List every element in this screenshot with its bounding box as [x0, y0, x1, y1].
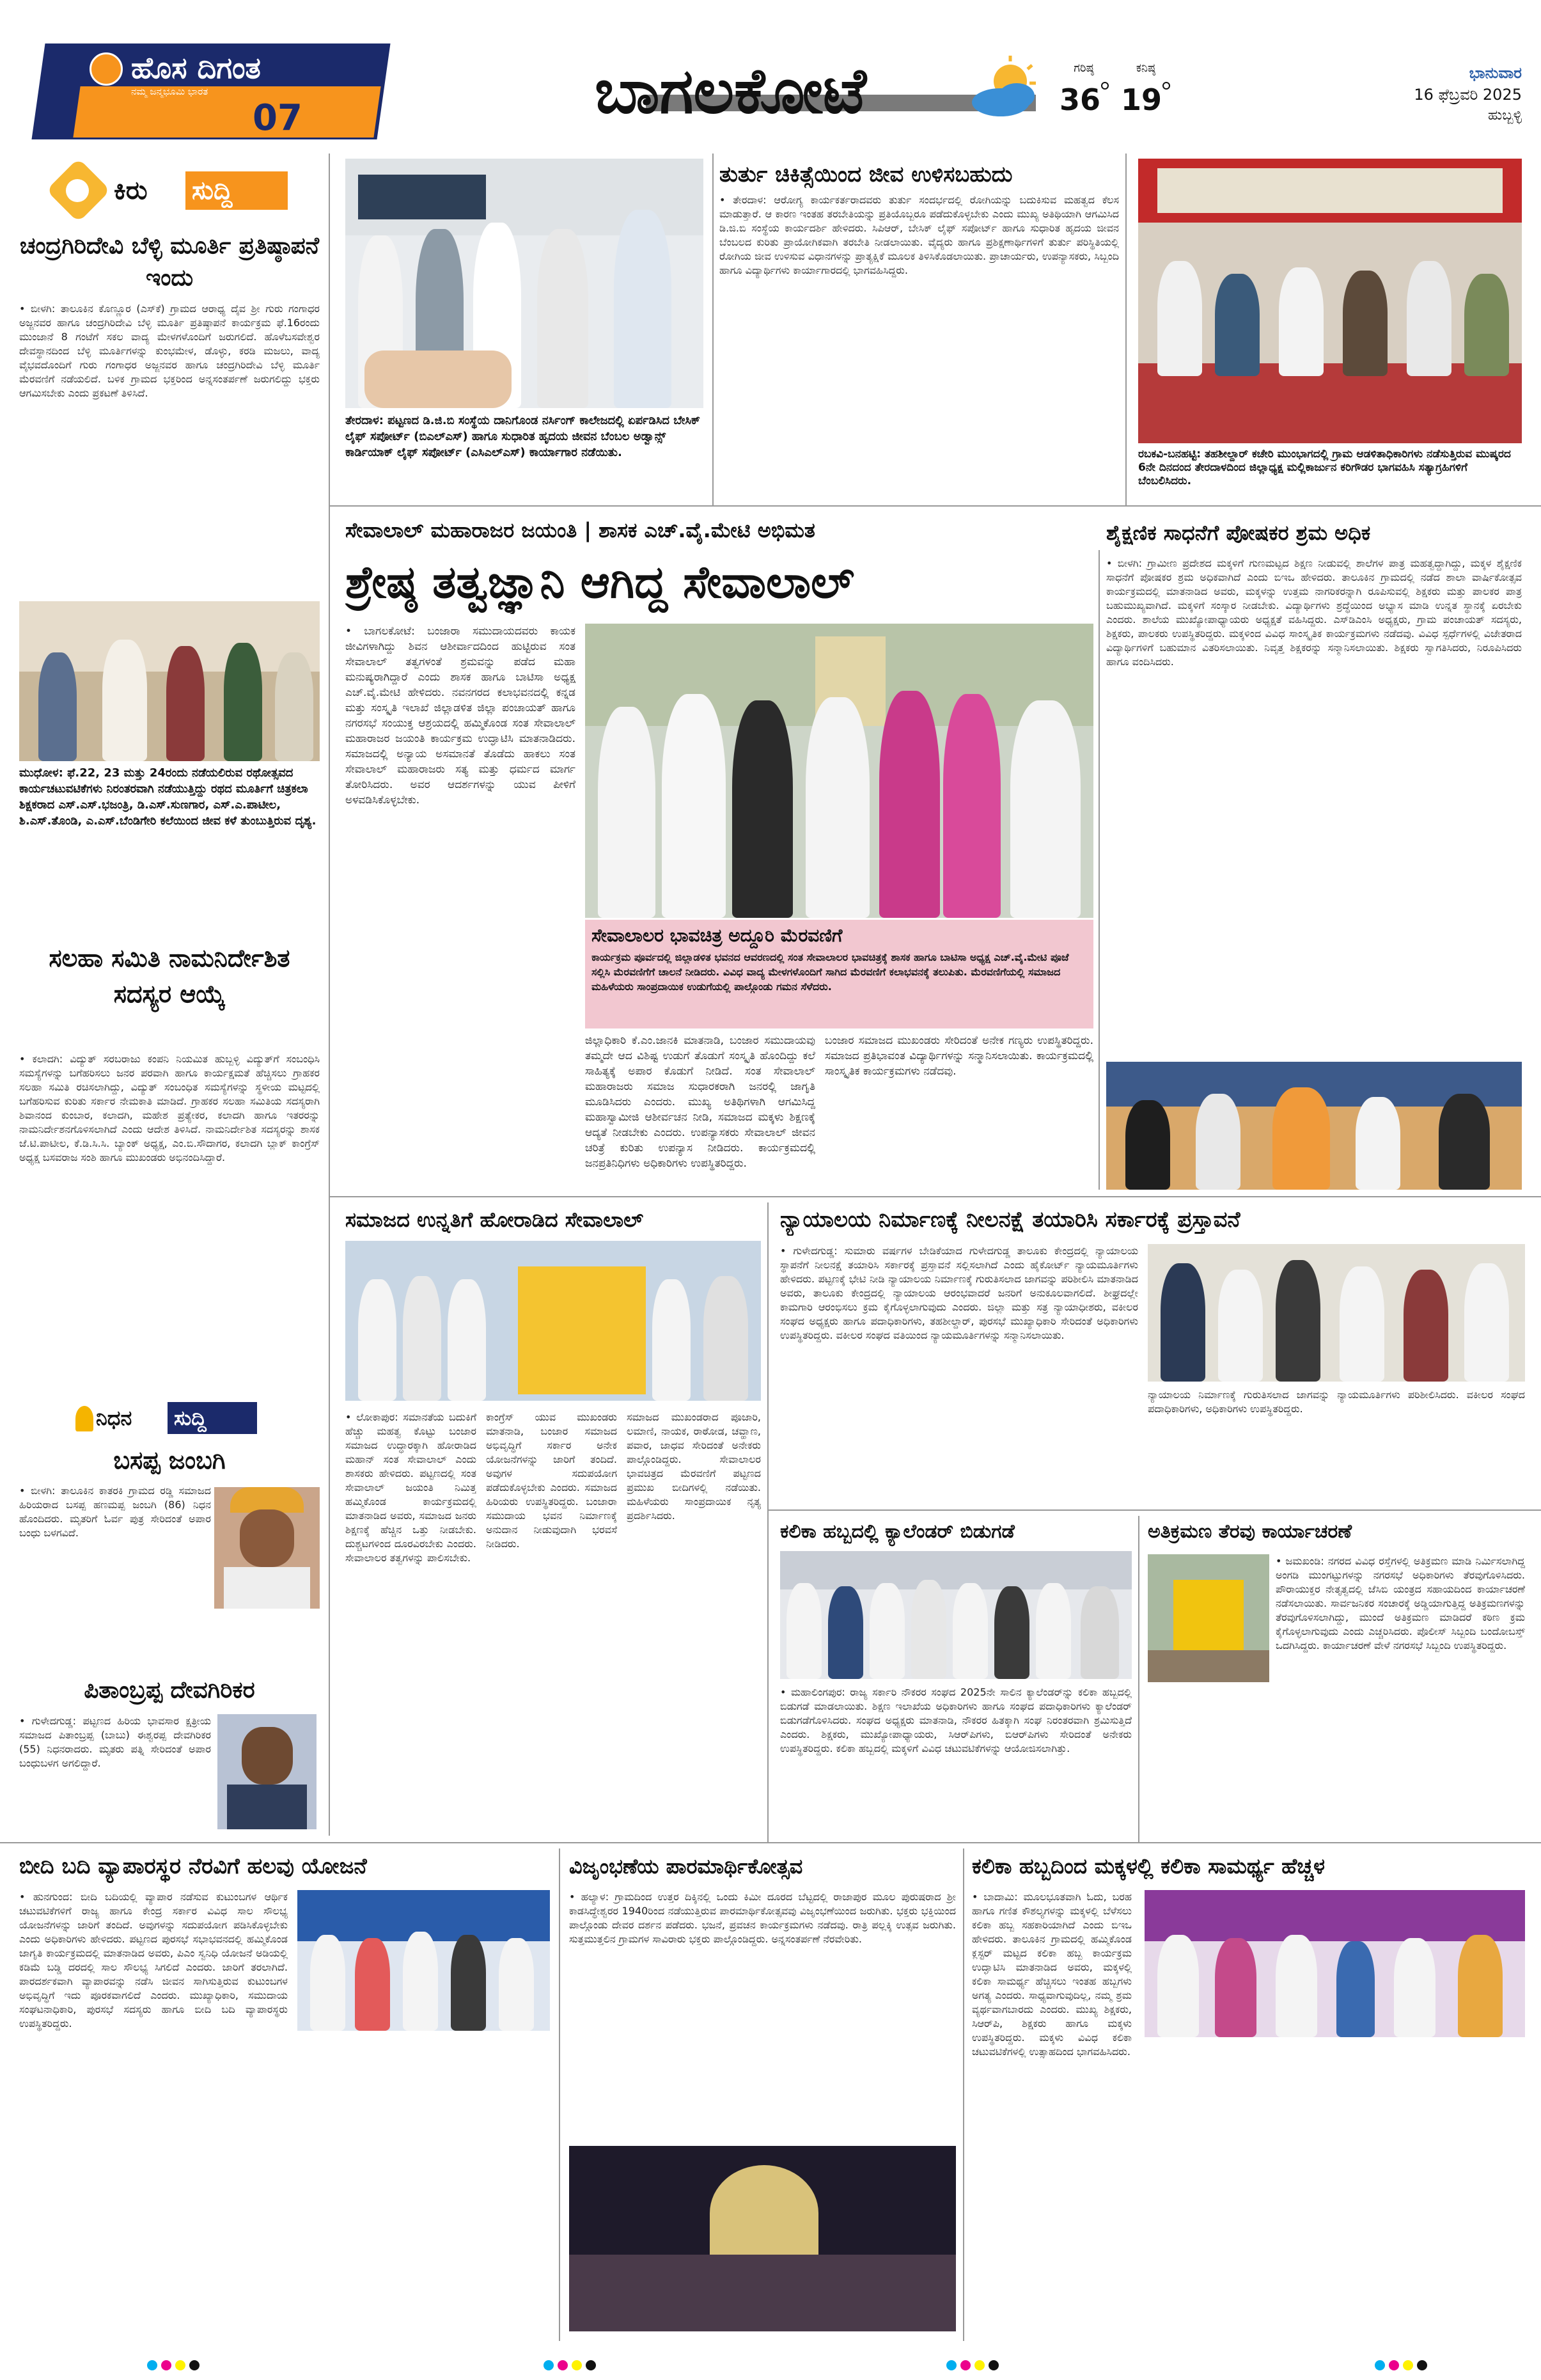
- day-label: ಭಾನುವಾರ: [1469, 64, 1522, 82]
- lead-photo: [585, 624, 1093, 918]
- lead-body-col3: ಬಂಜಾರ ಸಮಾಜದ ಮುಖಂಡರು ಸೇರಿದಂತೆ ಅನೇಕ ಗಣ್ಯರು ಉಪಸ್ಥಿತರಿದ್ದರು. ಸಮಾಜದ ಪ್ರತಿಭಾವಂತ ವಿದ್ಯಾರ್ಥಿಗಳನ್ನು ಸನ್ಮಾನಿಸಲಾಯಿತು. ಕಾರ್ಯಕ್ರಮದಲ್ಲಿ ಸಾಂಸ್ಕೃತಿಕ ಕಾರ್ಯಕ್ರಮಗಳು ನಡೆದವು.: [825, 1034, 1093, 1078]
- nidhana-suddi-label: ಸುದ್ದಿ: [168, 1402, 257, 1434]
- photo-caption-body: ಕಾರ್ಯಕ್ರಮ ಪೂರ್ವದಲ್ಲಿ ಜಿಲ್ಲಾಡಳಿತ ಭವನದ ಆವರಣದಲ್ಲಿ ಸಂತ ಸೇವಾಲಾಲರ ಭಾವಚಿತ್ರಕ್ಕೆ ಶಾಸಕ ಹಾಗೂ ಬಾಟಿಸಾ ಅಧ್ಯಕ್ಷ ಎಚ್.ವೈ.ಮೇಟಿ ಪೂಜೆ ಸಲ್ಲಿಸಿ ಮೆರವಣಿಗೆಗೆ ಚಾಲನೆ ನೀಡಿದರು. ವಿವಿಧ ವಾದ್ಯ ಮೇಳಗಳೊಂದಿಗೆ ಸಾಗಿದ ಮೆರವಣಿಗೆ ಕಲಾಭವನಕ್ಕೆ ತಲುಪಿತು. ಮೆರವಣಿಗೆಯಲ್ಲಿ ಸಮಾಜದ ಮಹಿಳೆಯರು ಸಾಂಪ್ರದಾಯಿಕ ಉಡುಗೆಯಲ್ಲಿ ಪಾಲ್ಗೊಂಡು ಗಮನ ಸೆಳೆದರು.: [591, 951, 1069, 993]
- story-headline: ವಿಜೃಂಭಣೆಯ ಪಾರಮಾರ್ಥಿಕೋತ್ಸವ: [569, 1854, 803, 1879]
- registration-marks: [147, 2360, 199, 2370]
- column-divider: [559, 1848, 560, 2341]
- news-photo: [297, 1890, 550, 2031]
- news-photo: [1148, 1244, 1525, 1382]
- obituary-photo: [217, 1714, 317, 1829]
- date-label: 16 ಫೆಬ್ರವರಿ 2025: [1414, 86, 1522, 104]
- story-body: • ಗುಳೇದಗುಡ್ಡ: ಸುಮಾರು ವರ್ಷಗಳ ಬೇಡಿಕೆಯಾದ ಗುಳೇದಗುಡ್ಡ ತಾಲೂಕು ಕೇಂದ್ರದಲ್ಲಿ ನ್ಯಾಯಾಲಯ ಸ್ಥಾಪನೆಗೆ ನೀಲನಕ್ಷೆ ತಯಾರಿಸಿ ಸರ್ಕಾರಕ್ಕೆ ಪ್ರಸ್ತಾವನೆ ಸಲ್ಲಿಸಲಾಗಿದೆ ಎಂದು ಹೈಕೋರ್ಟ್ ನ್ಯಾಯಮೂರ್ತಿಗಳು ಹೇಳಿದರು. ಪಟ್ಟಣಕ್ಕೆ ಭೇಟಿ ನೀಡಿ ನ್ಯಾಯಾಲಯ ನಿರ್ಮಾಣಕ್ಕೆ ಗುರುತಿಸಲಾದ ಜಾಗವನ್ನು ಪರಿಶೀಲಿಸಿ ಮಾತನಾಡಿದ ಅವರು, ತಾಲೂಕು ಕೇಂದ್ರದಲ್ಲಿ ನ್ಯಾಯಾಲಯ ಆರಂಭವಾದರೆ ಜನರಿಗೆ ಅನುಕೂಲವಾಗಲಿದೆ. ಶೀಘ್ರದಲ್ಲೇ ಕಾಮಗಾರಿ ಆರಂಭಿಸಲು ಕ್ರಮ ಕೈಗೊಳ್ಳಲಾಗುವುದು ಎಂದರು. ಜಿಲ್ಲಾ ಮತ್ತು ಸತ್ರ ನ್ಯಾಯಾಧೀಶರು, ವಕೀಲರ ಸಂಘದ ಅಧ್ಯಕ್ಷರು ಹಾಗೂ ಪದಾಧಿಕಾರಿಗಳು, ತಹಶೀಲ್ದಾರ್, ಪುರಸಭೆ ಮುಖ್ಯಾಧಿಕಾರಿ ಸೇರಿದಂತೆ ಅಧಿಕಾರಿಗಳು ಉಪಸ್ಥಿತರಿದ್ದರು. ವಕೀಲರ ಸಂಘದ ವತಿಯಿಂದ ನ್ಯಾಯಮೂರ್ತಿಗಳನ್ನು ಸನ್ಮಾನಿಸಲಾಯಿತು.: [780, 1245, 1138, 1341]
- edition-name: ಬಾಗಲಕೋಟೆ: [595, 55, 866, 128]
- registration-marks: [946, 2360, 999, 2370]
- news-photo: [1145, 1890, 1525, 2037]
- obituary-body: • ಬೀಳಗಿ: ತಾಲೂಕಿನ ಕಾತರಕಿ ಗ್ರಾಮದ ರಡ್ಡಿ ಸಮಾಜದ ಹಿರಿಯರಾದ ಬಸಪ್ಪ ಹಣಮಪ್ಪ ಜಂಬಗಿ (86) ನಿಧನ ಹೊಂದಿದರು. ಮೃತರಿಗೆ ಓರ್ವ ಪುತ್ರ ಸೇರಿದಂತೆ ಅಪಾರ ಬಂಧು ಬಳಗವಿದೆ.: [19, 1485, 211, 1539]
- column-divider: [963, 1848, 964, 2341]
- photo-caption-title: ಸೇವಾಲಾಲರ ಭಾವಚಿತ್ರ ಅದ್ದೂರಿ ಮೆರವಣಿಗೆ: [591, 925, 843, 946]
- story-body: • ಜಮಖಂಡಿ: ನಗರದ ವಿವಿಧ ರಸ್ತೆಗಳಲ್ಲಿ ಅತಿಕ್ರಮಣ ಮಾಡಿ ನಿರ್ಮಿಸಲಾಗಿದ್ದ ಅಂಗಡಿ ಮುಂಗಟ್ಟುಗಳನ್ನು ನಗರಸಭೆ ಅಧಿಕಾರಿಗಳು ತೆರವುಗೊಳಿಸಿದರು. ಪೌರಾಯುಕ್ತರ ನೇತೃತ್ವದಲ್ಲಿ ಜೆಸಿಬಿ ಯಂತ್ರದ ಸಹಾಯದಿಂದ ಕಾರ್ಯಾಚರಣೆ ನಡೆಸಲಾಯಿತು. ಸಾರ್ವಜನಿಕರ ಸಂಚಾರಕ್ಕೆ ಅಡ್ಡಿಯಾಗುತ್ತಿದ್ದ ಅತಿಕ್ರಮಣಗಳನ್ನು ತೆರವುಗೊಳಿಸಲಾಗಿದ್ದು, ಮುಂದೆ ಅತಿಕ್ರಮಣ ಮಾಡಿದರೆ ಕಠಿಣ ಕ್ರಮ ಕೈಗೊಳ್ಳಲಾಗುವುದು ಎಂದು ಎಚ್ಚರಿಸಿದರು. ಪೊಲೀಸ್ ಸಿಬ್ಬಂದಿ ಬಂದೋಬಸ್ತ್ ಒದಗಿಸಿದ್ದರು. ಕಾರ್ಯಾಚರಣೆ ವೇಳೆ ನಗರಸಭೆ ಸಿಬ್ಬಂದಿ ಉಪಸ್ಥಿತರಿದ್ದರು.: [1276, 1555, 1525, 1651]
- story-photo: [19, 601, 320, 761]
- news-photo: [1106, 1062, 1522, 1190]
- kiru-label: ಕಿರು: [114, 176, 148, 205]
- story-body: • ಕಲಾದಗಿ: ವಿದ್ಯುತ್ ಸರಬರಾಜು ಕಂಪನಿ ನಿಯಮಿತ ಹುಬ್ಬಳ್ಳಿ ವಿದ್ಯುತ್‌ಗೆ ಸಂಬಂಧಿಸಿ ಸಮಸ್ಯೆಗಳನ್ನು ಬಗೆಹರಿಸಲು ಜನರ ಪರವಾಗಿ ಹಾಗೂ ಕಾರ್ಯಕ್ಷಮತೆ ಹೆಚ್ಚಿಸಲು ಗ್ರಾಹಕರ ಸಲಹಾ ಸಮಿತಿ ರಚಿಸಲಾಗಿದ್ದು, ವಿದ್ಯುತ್ ಸಂಬಂಧಿತ ಸಮಸ್ಯೆಗಳನ್ನು ಸ್ಥಳೀಯ ಮಟ್ಟದಲ್ಲಿ ಬಗೆಹರಿಸುವ ಕುರಿತು ಸರ್ಕಾರ ನೇಮಕಾತಿ ಮಾಡಿದೆ. ಗ್ರಾಹಕರ ಸಲಹಾ ಸಮಿತಿಯ ಸದಸ್ಯರಾಗಿ ಶಿವಾನಂದ ಕುಂಬಾರ, ಕಲಾದಗಿ, ಮಹೇಶ ಪ್ರತ್ಯೇಕರ, ಕಲಾದಗಿ ಹಾಗೂ ಇತರರನ್ನು ನಾಮನಿರ್ದೇಶನಗೊಳಿಸಲಾಗಿದೆ ಎಂದು ಆದೇಶ ತಿಳಿಸಿದೆ. ನಾಮನಿರ್ದೇಶಿತ ಸದಸ್ಯರನ್ನು ಶಾಸಕ ಜೆ.ಟಿ.ಪಾಟೀಲ, ಕೆ.ಡಿ.ಸಿ.ಸಿ. ಬ್ಯಾಂಕ್ ಅಧ್ಯಕ್ಷ, ಎಂ.ಬಿ.ಸೌದಾಗರ, ಕಲಾದಗಿ ಬ್ಲಾಕ್ ಕಾಂಗ್ರೆಸ್ ಅಧ್ಯಕ್ಷ ಬಸವರಾಜ ಸಂಶಿ ಹಾಗೂ ಮುಖಂಡರು ಅಭಿನಂದಿಸಿದ್ದಾರೆ.: [19, 1053, 320, 1163]
- column-divider: [329, 154, 330, 1836]
- section-divider: [767, 1509, 1541, 1511]
- photo-caption: ನ್ಯಾಯಾಲಯ ನಿರ್ಮಾಣಕ್ಕೆ ಗುರುತಿಸಲಾದ ಜಾಗವನ್ನು ನ್ಯಾಯಮೂರ್ತಿಗಳು ಪರಿಶೀಲಿಸಿದರು. ವಕೀಲರ ಸಂಘದ ಪದಾಧಿಕಾರಿಗಳು, ಅಧಿಕಾರಿಗಳು ಉಪಸ್ಥಿತರಿದ್ದರು.: [1148, 1389, 1525, 1415]
- story-headline: ಅತಿಕ್ರಮಣ ತೆರವು ಕಾರ್ಯಾಚರಣೆ: [1148, 1520, 1352, 1543]
- photo-caption: ತೇರದಾಳ: ಪಟ್ಟಣದ ಡಿ.ಜಿ.ಬಿ ಸಂಸ್ಥೆಯ ದಾನಿಗೊಂಡ ನರ್ಸಿಂಗ್ ಕಾಲೇಜದಲ್ಲಿ ಏರ್ಪಡಿಸಿದ ಬೇಸಿಕ್ ಲೈಫ್ ಸಪೋರ್ಟ್ (ಬಿಎಲ್‌ಎಸ್) ಹಾಗೂ ಸುಧಾರಿತ ಹೃದಯ ಜೀವನ ಬೆಂಬಲ ಅಡ್ವಾನ್ಸ್ ಕಾರ್ಡಿಯಾಕ್ ಲೈಫ್ ಸಪೋರ್ಟ್ (ಎಸಿಎಲ್‌ಎಸ್) ಕಾರ್ಯಾಗಾರ ನಡೆಯಿತು.: [345, 414, 700, 459]
- story-body: • ಲೋಕಾಪುರ: ಸಮಾನತೆಯ ಬದುಕಿಗೆ ಹೆಚ್ಚು ಮಹತ್ವ ಕೊಟ್ಟು ಬಂಜಾರ ಸಮಾಜದ ಉದ್ಧಾರಕ್ಕಾಗಿ ಹೋರಾಡಿದ ಮಹಾನ್ ಸಂತ ಸೇವಾಲಾಲ್ ಎಂದು ಶಾಸಕರು ಹೇಳಿದರು. ಪಟ್ಟಣದಲ್ಲಿ ಸಂತ ಸೇವಾಲಾಲ್ ಜಯಂತಿ ನಿಮಿತ್ತ ಹಮ್ಮಿಕೊಂಡ ಕಾರ್ಯಕ್ರಮದಲ್ಲಿ ಮಾತನಾಡಿದ ಅವರು, ಸಮಾಜದ ಜನರು ಶಿಕ್ಷಣಕ್ಕೆ ಹೆಚ್ಚಿನ ಒತ್ತು ನೀಡಬೇಕು. ದುಶ್ಚಟಗಳಿಂದ ದೂರವಿರಬೇಕು ಎಂದರು. ಸೇವಾಲಾಲರ ತತ್ವಗಳನ್ನು ಪಾಲಿಸಬೇಕು.: [345, 1411, 476, 1564]
- logo-text: ಹೊಸ ದಿಗಂತ: [131, 51, 261, 85]
- column-divider: [767, 1202, 769, 1842]
- obituary-name: ಪಿತಾಂಬ್ರಪ್ಪ ದೇವಗಿರಿಕರ: [84, 1677, 255, 1703]
- hand-icon: [66, 179, 89, 202]
- story-headline: ಕಲಿಕಾ ಹಬ್ಬದಲ್ಲಿ ಕ್ಯಾಲೆಂಡರ್ ಬಿಡುಗಡೆ: [780, 1520, 1015, 1543]
- story-body: ಸಮಾಜದ ಮುಖಂಡರಾದ ಪೂಜಾರಿ, ಲಮಾಣಿ, ನಾಯಕ, ರಾಠೋಡ, ಚವ್ಹಾಣ, ಪವಾರ, ಜಾಧವ ಸೇರಿದಂತೆ ಅನೇಕರು ಪಾಲ್ಗೊಂಡಿದ್ದರು. ಸೇವಾಲಾಲರ ಭಾವಚಿತ್ರದ ಮೆರವಣಿಗೆ ಪಟ್ಟಣದ ಪ್ರಮುಖ ಬೀದಿಗಳಲ್ಲಿ ನಡೆಯಿತು. ಮಹಿಳೆಯರು ಸಾಂಪ್ರದಾಯಿಕ ನೃತ್ಯ ಪ್ರದರ್ಶಿಸಿದರು.: [627, 1411, 761, 1522]
- photo-caption: ರಬಕವಿ-ಬನಹಟ್ಟಿ: ತಹಶೀಲ್ದಾರ್ ಕಚೇರಿ ಮುಂಭಾಗದಲ್ಲಿ ಗ್ರಾಮ ಆಡಳಿತಾಧಿಕಾರಿಗಳು ನಡೆಸುತ್ತಿರುವ ಮುಷ್ಕರದ 6ನೇ ದಿನದಂದ ತೇರದಾಳದಿಂದ ಜಿಲ್ಲಾಧ್ಯಕ್ಷ ಮಲ್ಲಿಕಾರ್ಜುನ ಕರಿಗೌಡರ ಭಾಗವಹಿಸಿ ಸತ್ಯಾಗ್ರಹಿಗಳಿಗೆ ಬೆಂಬಲಿಸಿದರು.: [1138, 448, 1511, 487]
- lead-body-col1: • ಬಾಗಲಕೋಟೆ: ಬಂಜಾರಾ ಸಮುದಾಯದವರು ಕಾಯಕ ಜೀವಿಗಳಾಗಿದ್ದು ಶಿವನ ಆಶೀರ್ವಾದದಿಂದ ಹುಟ್ಟಿರುವ ಸಂತ ಸೇವಾಲಾಲ್ ತತ್ವಗಳಂತೆ ಶ್ರಮವನ್ನು ಪಡೆದ ಮಹಾ ಮನುಷ್ಯರಾಗಿದ್ದಾರೆ ಎಂದು ಶಾಸಕ ಹಾಗೂ ಬಾಟಿಸಾ ಅಧ್ಯಕ್ಷ ಎಚ್.ವೈ.ಮೇಟಿ ಹೇಳಿದರು. ನವನಗರದ ಕಲಾಭವನದಲ್ಲಿ ಕನ್ನಡ ಮತ್ತು ಸಂಸ್ಕೃತಿ ಇಲಾಖೆ ಜಿಲ್ಲಾಡಳಿತ ಜಿಲ್ಲಾ ಪಂಚಾಯತ್ ಹಾಗೂ ನಗರಸಭೆ ಸಂಯುಕ್ತ ಆಶ್ರಯದಲ್ಲಿ ಹಮ್ಮಿಕೊಂಡ ಸಂತ ಸೇವಾಲಾಲ್ ಮಹಾರಾಜರ ಜಯಂತಿ ಕಾರ್ಯಕ್ರಮ ಉದ್ಘಾಟಿಸಿ ಮಾತನಾಡಿದರು. ಸಮಾಜದಲ್ಲಿ ಅನ್ಯಾಯ ಅಸಮಾನತೆ ತೊಡೆದು ಹಾಕಲು ಸಂತ ಸೇವಾಲಾಲ್ ಮಹಾರಾಜರು ಸತ್ಯ ಮತ್ತು ಧರ್ಮದ ಮಾರ್ಗ ತೋರಿಸಿದರು. ಅವರ ಆದರ್ಶಗಳನ್ನು ಯುವ ಪೀಳಿಗೆ ಅಳವಡಿಸಿಕೊಳ್ಳಬೇಕು.: [345, 625, 575, 807]
- masthead: [0, 0, 1541, 154]
- min-temp: 19: [1120, 83, 1162, 117]
- min-temp-degree: [1162, 82, 1170, 90]
- lead-headline: ಶ್ರೇಷ್ಠ ತತ್ವಜ್ಞಾನಿ ಆಗಿದ್ದ ಸೇವಾಲಾಲ್: [345, 556, 855, 608]
- news-photo: [345, 159, 703, 408]
- section-divider: [329, 1196, 1541, 1197]
- story-body: • ಹಲ್ಯಾಳ: ಗ್ರಾಮದಿಂದ ಉತ್ತರ ದಿಕ್ಕಿನಲ್ಲಿ ಒಂದು ಕಿಮೀ ದೂರದ ಬೆಟ್ಟದಲ್ಲಿ ರಾಜಾಪುರ ಮೂಲ ಪುರುಷರಾದ ಶ್ರೀ ಕಾಡಸಿದ್ಧೇಶ್ವರರ 1940ರಿಂದ ನಡೆಯುತ್ತಿರುವ ಪಾರಮಾರ್ಥಿಕೋತ್ಸವವು ವಿಜೃಂಭಣೆಯಿಂದ ಜರುಗಿತು. ಭಕ್ತರು ಭಕ್ತಿಯಿಂದ ಪಾಲ್ಗೊಂಡು ದೇವರ ದರ್ಶನ ಪಡೆದರು. ಭಜನೆ, ಪ್ರವಚನ ಕಾರ್ಯಕ್ರಮಗಳು ನಡೆದವು. ರಾತ್ರಿ ಪಲ್ಲಕ್ಕಿ ಉತ್ಸವ ಜರುಗಿತು. ಸುತ್ತಮುತ್ತಲಿನ ಗ್ರಾಮಗಳ ಸಾವಿರಾರು ಭಕ್ತರು ಪಾಲ್ಗೊಂಡಿದ್ದರು. ಅನ್ನಸಂತರ್ಪಣೆ ನೆರವೇರಿತು.: [569, 1891, 956, 1945]
- story-body: • ಬೀಳಗಿ: ಗ್ರಾಮೀಣ ಪ್ರದೇಶದ ಮಕ್ಕಳಿಗೆ ಗುಣಮಟ್ಟದ ಶಿಕ್ಷಣ ನೀಡುವಲ್ಲಿ ಶಾಲೆಗಳ ಪಾತ್ರ ಮಹತ್ವದ್ದಾಗಿದ್ದು, ಮಕ್ಕಳ ಶೈಕ್ಷಣಿಕ ಸಾಧನೆಗೆ ಪೋಷಕರ ಶ್ರಮ ಅಧಿಕವಾಗಿದೆ ಎಂದು ಬಿಇಒ ಹೇಳಿದರು. ತಾಲೂಕಿನ ಗ್ರಾಮದಲ್ಲಿ ನಡೆದ ಶಾಲಾ ವಾರ್ಷಿಕೋತ್ಸವ ಕಾರ್ಯಕ್ರಮದಲ್ಲಿ ಮಾತನಾಡಿದ ಅವರು, ಮಕ್ಕಳನ್ನು ಉತ್ತಮ ನಾಗರಿಕರನ್ನಾಗಿ ರೂಪಿಸುವಲ್ಲಿ ಶಿಕ್ಷಕರು ಮತ್ತು ಪಾಲಕರ ಪಾತ್ರ ಬಹುಮುಖ್ಯವಾಗಿದೆ. ಮಕ್ಕಳಿಗೆ ಸಂಸ್ಕಾರ ನೀಡಬೇಕು. ವಿದ್ಯಾರ್ಥಿಗಳು ಶ್ರದ್ಧೆಯಿಂದ ಅಭ್ಯಾಸ ಮಾಡಿ ಉನ್ನತ ಸ್ಥಾನಕ್ಕೆ ಏರಬೇಕು ಎಂದರು. ಶಾಲೆಯ ಮುಖ್ಯೋಪಾಧ್ಯಾಯರು ಅಧ್ಯಕ್ಷತೆ ವಹಿಸಿದ್ದರು. ಎಸ್‌ಡಿಎಂಸಿ ಅಧ್ಯಕ್ಷರು, ಗ್ರಾಮ ಪಂಚಾಯತ್ ಸದಸ್ಯರು, ಶಿಕ್ಷಕರು, ಪಾಲಕರು ಉಪಸ್ಥಿತರಿದ್ದರು. ಮಕ್ಕಳಿಂದ ವಿವಿಧ ಸಾಂಸ್ಕೃತಿಕ ಕಾರ್ಯಕ್ರಮಗಳು ನಡೆದವು. ವಿವಿಧ ಸ್ಪರ್ಧೆಗಳಲ್ಲಿ ವಿಜೇತರಾದ ವಿದ್ಯಾರ್ಥಿಗಳಿಗೆ ಬಹುಮಾನ ವಿತರಿಸಲಾಯಿತು. ನಿವೃತ್ತ ಶಿಕ್ಷಕರನ್ನು ಸನ್ಮಾನಿಸಲಾಯಿತು. ಶಿಕ್ಷಕರು ಸ್ವಾಗತಿಸಿದರು, ನಿರೂಪಿಸಿದರು ಹಾಗೂ ವಂದಿಸಿದರು.: [1106, 557, 1522, 668]
- photo-caption: ಮುಧೋಳ: ಫೆ.22, 23 ಮತ್ತು 24ರಂದು ನಡೆಯಲಿರುವ ರಥೋತ್ಸವದ ಕಾರ್ಯಚಟುವಟಿಕೆಗಳು ನಿರಂತರವಾಗಿ ನಡೆಯುತ್ತಿದ್ದು ರಥದ ಮೂರ್ತಿಗೆ ಚಿತ್ರಕಲಾ ಶಿಕ್ಷಕರಾದ ಎಸ್.ಎಸ್.ಭಜಂತ್ರಿ, ಡಿ.ಎಸ್.ಸುಣಗಾರ, ಎಸ್.ಎ.ಪಾಟೀಲ, ಶಿ.ಎಸ್.ತೊಂಡಿ, ಎ.ಎಸ್.ಬೆಂಡಿಗೇರಿ ಕಲೆಯಿಂದ ಜೀವ ಕಳೆ ತುಂಬುತ್ತಿರುವ ದೃಶ್ಯ.: [19, 766, 317, 828]
- story-headline: ಶೈಕ್ಷಣಿಕ ಸಾಧನೆಗೆ ಪೋಷಕರ ಶ್ರಮ ಅಧಿಕ: [1106, 521, 1371, 545]
- lamp-icon: [75, 1406, 93, 1431]
- news-photo: [1138, 159, 1522, 443]
- news-photo: [569, 2146, 956, 2331]
- story-body: • ಬೀಳಗಿ: ತಾಲೂಕಿನ ಕೊಣ್ಣೂರ (ಎಸ್‌ಕೆ) ಗ್ರಾಮದ ಆರಾಧ್ಯ ದೈವ ಶ್ರೀ ಗುರು ಗಂಗಾಧರ ಅಜ್ಜನವರ ಹಾಗೂ ಚಂದ್ರಗಿರಿದೇವಿ ಬೆಳ್ಳಿ ಮೂರ್ತಿ ಪ್ರತಿಷ್ಠಾಪನೆ ಕಾರ್ಯಕ್ರಮ ಫೆ.16ರಂದು ಮುಂಜಾನೆ 8 ಗಂಟೆಗೆ ಸಕಲ ವಾದ್ಯ ಮೇಳಗಳೊಂದಿಗೆ ಜರುಗಲಿದೆ. ಹೊಳೆಬಸವೇಶ್ವರ ದೇವಸ್ಥಾನದಿಂದ ಬೆಳ್ಳಿ ಮೂರ್ತಿಗಳನ್ನು ಕುಂಭಮೇಳ, ಡೊಳ್ಳು, ಕರಡಿ ಮಜಲು, ವಾದ್ಯ ವೈಭವದೊಂದಿಗೆ ಗುರು ಗಂಗಾಧರ ಅಜ್ಜನವರ ಹಾಗೂ ಚಂದ್ರಗಿರಿದೇವಿ ಬೆಳ್ಳಿ ಮೂರ್ತಿ ಮೆರವಣಿಗೆ ನಡೆಯಲಿದೆ. ಬಳಿಕ ಗ್ರಾಮದ ಭಕ್ತರಿಂದ ಅನ್ನಸಂತರ್ಪಣೆ ಜರುಗಲಿದ್ದು ಭಕ್ತರು ಆಗಮಿಸಬೇಕು ಎಂದು ಪ್ರಕಟಣೆ ತಿಳಿಸಿದೆ.: [19, 303, 320, 399]
- max-temp-label: ಗರಿಷ್ಠ: [1074, 61, 1094, 75]
- column-divider: [1099, 550, 1100, 1190]
- story-headline: ಚಂದ್ರಗಿರಿದೇವಿ ಬೆಳ್ಳಿ ಮೂರ್ತಿ ಪ್ರತಿಷ್ಠಾಪನೆ ಇಂದು: [19, 233, 320, 291]
- column-divider: [1125, 154, 1127, 505]
- logo-emblem-icon: [90, 52, 123, 86]
- page-number: 07: [253, 97, 302, 139]
- suddi-label: ಸುದ್ದಿ: [185, 171, 288, 210]
- story-body: • ಬಾದಾಮಿ: ಮೂಲಭೂತವಾಗಿ ಓದು, ಬರಹ ಹಾಗೂ ಗಣಿತ ಕೌಶಲ್ಯಗಳನ್ನು ಮಕ್ಕಳಲ್ಲಿ ಬೆಳೆಸಲು ಕಲಿಕಾ ಹಬ್ಬ ಸಹಕಾರಿಯಾಗಿದೆ ಎಂದು ಬಿಇಒ ಹೇಳಿದರು. ತಾಲೂಕಿನ ಗ್ರಾಮದಲ್ಲಿ ಹಮ್ಮಿಕೊಂಡ ಕ್ಲಸ್ಟರ್ ಮಟ್ಟದ ಕಲಿಕಾ ಹಬ್ಬ ಕಾರ್ಯಕ್ರಮ ಉದ್ಘಾಟಿಸಿ ಮಾತನಾಡಿದ ಅವರು, ಮಕ್ಕಳಲ್ಲಿ ಕಲಿಕಾ ಸಾಮರ್ಥ್ಯ ಹೆಚ್ಚಿಸಲು ಇಂತಹ ಹಬ್ಬಗಳು ಅಗತ್ಯ ಎಂದರು. ಸಾಧ್ಯವಾಗುವುದಿಲ್ಲ, ನಮ್ಮ ಶ್ರಮ ವ್ಯರ್ಥವಾಗಬಾರದು ಎಂದರು. ಮುಖ್ಯ ಶಿಕ್ಷಕರು, ಸಿಆರ್‌ಪಿ, ಶಿಕ್ಷಕರು ಹಾಗೂ ಮಕ್ಕಳು ಉಪಸ್ಥಿತರಿದ್ದರು. ಮಕ್ಕಳು ವಿವಿಧ ಕಲಿಕಾ ಚಟುವಟಿಕೆಗಳಲ್ಲಿ ಉತ್ಸಾಹದಿಂದ ಭಾಗವಹಿಸಿದರು.: [972, 1891, 1132, 2058]
- section-divider: [0, 1842, 1541, 1843]
- story-headline: ಬೀದಿ ಬದಿ ವ್ಯಾಪಾರಸ್ಥರ ನೆರವಿಗೆ ಹಲವು ಯೋಜನೆ: [19, 1854, 367, 1879]
- story-body: • ತೇರದಾಳ: ಆರೋಗ್ಯ ಕಾರ್ಯಕರ್ತರಾದವರು ತುರ್ತು ಸಂದರ್ಭದಲ್ಲಿ ರೋಗಿಯನ್ನು ಬದುಕಿಸುವ ಮಹತ್ವದ ಕೆಲಸ ಮಾಡುತ್ತಾರೆ. ಆ ಕಾರಣ ಇಂತಹ ತರಬೇತಿಯನ್ನು ಪ್ರತಿಯೊಬ್ಬರೂ ಪಡೆದುಕೊಳ್ಳಬೇಕು ಎಂದು ಮುಖ್ಯ ಅತಿಥಿಯಾಗಿ ಆಗಮಿಸಿದ ಡಿ.ಜಿ.ಬಿ ಸಂಸ್ಥೆಯ ಕಾರ್ಯದರ್ಶಿ ಹೇಳಿದರು. ಸಿಪಿಆರ್, ಬೇಸಿಕ್ ಲೈಫ್ ಸಪೋರ್ಟ್ ಹಾಗೂ ಸುಧಾರಿತ ಹೃದಯ ಜೀವನ ಬೆಂಬಲದ ಕುರಿತು ಪ್ರಾಯೋಗಿಕವಾಗಿ ತರಬೇತಿ ನೀಡಲಾಯಿತು. ವೈದ್ಯರು ಹಾಗೂ ಪ್ರಶಿಕ್ಷಣಾರ್ಥಿಗಳಿಗೆ ತುರ್ತು ಪರಿಸ್ಥಿತಿಯಲ್ಲಿ ರೋಗಿಯ ಜೀವ ಉಳಿಸುವ ವಿಧಾನಗಳನ್ನು ಪ್ರಾತ್ಯಕ್ಷಿಕೆ ಮೂಲಕ ತಿಳಿಸಿಕೊಡಲಾಯಿತು. ಪ್ರಾಚಾರ್ಯರು, ಉಪನ್ಯಾಸಕರು, ಸಿಬ್ಬಂದಿ ಹಾಗೂ ವಿದ್ಯಾರ್ಥಿಗಳು ಕಾರ್ಯಾಗಾರದಲ್ಲಿ ಭಾಗವಹಿಸಿದ್ದರು.: [719, 194, 1119, 276]
- story-headline: ನ್ಯಾಯಾಲಯ ನಿರ್ಮಾಣಕ್ಕೆ ನೀಲನಕ್ಷೆ ತಯಾರಿಸಿ ಸರ್ಕಾರಕ್ಕೆ ಪ್ರಸ್ತಾವನೆ: [780, 1207, 1240, 1233]
- news-photo: [1148, 1554, 1269, 1682]
- story-headline: ಕಲಿಕಾ ಹಬ್ಬದಿಂದ ಮಕ್ಕಳಲ್ಲಿ ಕಲಿಕಾ ಸಾಮರ್ಥ್ಯ ಹೆಚ್ಚಳ: [972, 1854, 1326, 1879]
- logo-tagline: ನಮ್ಮ ಜನ್ಮಭೂಮಿ ಭಾರತ: [131, 86, 208, 97]
- story-body: ಕಾಂಗ್ರೆಸ್ ಯುವ ಮುಖಂಡರು ಮಾತನಾಡಿ, ಬಂಜಾರ ಸಮಾಜದ ಅಭಿವೃದ್ಧಿಗೆ ಸರ್ಕಾರ ಅನೇಕ ಯೋಜನೆಗಳನ್ನು ಜಾರಿಗೆ ತಂದಿದೆ. ಅವುಗಳ ಸದುಪಯೋಗ ಪಡೆದುಕೊಳ್ಳಬೇಕು ಎಂದರು. ಸಮಾಜದ ಹಿರಿಯರು ಉಪಸ್ಥಿತರಿದ್ದರು. ಬಂಜಾರಾ ಸಮುದಾಯ ಭವನ ನಿರ್ಮಾಣಕ್ಕೆ ಅನುದಾನ ನೀಡುವುದಾಗಿ ಭರವಸೆ ನೀಡಿದರು.: [486, 1411, 617, 1550]
- story-headline: ಸಲಹಾ ಸಮಿತಿ ನಾಮನಿರ್ದೇಶಿತ ಸದಸ್ಯರ ಆಯ್ಕೆ: [49, 944, 290, 1008]
- weather-sun-cloud-icon: [966, 52, 1049, 123]
- lead-body-col2: ಜಿಲ್ಲಾಧಿಕಾರಿ ಕೆ.ಎಂ.ಜಾನಕಿ ಮಾತನಾಡಿ, ಬಂಜಾರ ಸಮುದಾಯವು ತಮ್ಮದೇ ಆದ ವಿಶಿಷ್ಟ ಉಡುಗೆ ತೊಡುಗೆ ಸಂಸ್ಕೃತಿ ಹೊಂದಿದ್ದು ಕಲೆ ಸಾಹಿತ್ಯಕ್ಕೆ ಅಪಾರ ಕೊಡುಗೆ ನೀಡಿದೆ. ಸಂತ ಸೇವಾಲಾಲ್ ಮಹಾರಾಜರು ಸಮಾಜ ಸುಧಾರಕರಾಗಿ ಜನರಲ್ಲಿ ಜಾಗೃತಿ ಮೂಡಿಸಿದರು ಎಂದರು. ಮುಖ್ಯ ಅತಿಥಿಗಳಾಗಿ ಆಗಮಿಸಿದ್ದ ಮಹಾಸ್ವಾಮೀಜಿ ಆಶೀರ್ವಚನ ನೀಡಿ, ಸಮಾಜದ ಮಕ್ಕಳು ಶಿಕ್ಷಣಕ್ಕೆ ಆದ್ಯತೆ ನೀಡಬೇಕು ಎಂದರು. ಉಪನ್ಯಾಸಕರು ಸೇವಾಲಾಲ್ ಜೀವನ ಚರಿತ್ರೆ ಕುರಿತು ಉಪನ್ಯಾಸ ನೀಡಿದರು. ಕಾರ್ಯಕ್ರಮದಲ್ಲಿ ಜನಪ್ರತಿನಿಧಿಗಳು ಅಧಿಕಾರಿಗಳು ಉಪಸ್ಥಿತರಿದ್ದರು.: [585, 1034, 815, 1170]
- obituary-body: • ಗುಳೇದಗುಡ್ಡ: ಪಟ್ಟಣದ ಹಿರಿಯ ಭಾವಸಾರ ಕ್ಷತ್ರೀಯ ಸಮಾಜದ ಪಿತಾಂಬ್ರಪ್ಪ (ಬಾಬು) ಈಶ್ವರಪ್ಪ ದೇವಗಿರಿಕರ (55) ನಿಧನರಾದರು. ಮೃತರು ಪತ್ನಿ ಸೇರಿದಂತೆ ಅಪಾರ ಬಂಧುಬಳಗ ಅಗಲಿದ್ದಾರೆ.: [19, 1715, 211, 1769]
- story-body: • ಹುನಗುಂದ: ಬೀದಿ ಬದಿಯಲ್ಲಿ ವ್ಯಾಪಾರ ನಡೆಸುವ ಕುಟುಂಬಗಳ ಆರ್ಥಿಕ ಚಟುವಟಿಕೆಗಳಿಗೆ ರಾಜ್ಯ ಹಾಗೂ ಕೇಂದ್ರ ಸರ್ಕಾರ ವಿವಿಧ ಸಾಲ ಸೌಲಭ್ಯ ಯೋಜನೆಗಳನ್ನು ಜಾರಿಗೆ ತಂದಿದೆ. ಅವುಗಳನ್ನು ಸದುಪಯೋಗ ಪಡಿಸಿಕೊಳ್ಳಬೇಕು ಎಂದು ಅಧಿಕಾರಿಗಳು ಹೇಳಿದರು. ಪಟ್ಟಣದ ಪುರಸಭೆ ಸಭಾಭವನದಲ್ಲಿ ಹಮ್ಮಿಕೊಂಡ ಜಾಗೃತಿ ಕಾರ್ಯಕ್ರಮದಲ್ಲಿ ಮಾತನಾಡಿದ ಅವರು, ಪಿಎಂ ಸ್ವನಿಧಿ ಯೋಜನೆ ಅಡಿಯಲ್ಲಿ ಕಡಿಮೆ ಬಡ್ಡಿ ದರದಲ್ಲಿ ಸಾಲ ಸೌಲಭ್ಯ ಸಿಗಲಿದೆ ಎಂದರು. ಜಾರಿಗೆ ತರಲಾಗಿದೆ. ಪಾರದರ್ಶಕವಾಗಿ ವ್ಯಾಪಾರವನ್ನು ನಡೆಸಿ ಜೀವನ ಸಾಗಿಸುತ್ತಿರುವ ಕುಟುಂಬಗಳ ಅಭಿವೃದ್ಧಿಗೆ ಇದು ಪೂರಕವಾಗಲಿದೆ ಎಂದರು. ಮುಖ್ಯಾಧಿಕಾರಿ, ಸಮುದಾಯ ಸಂಘಟನಾಧಿಕಾರಿ, ಪುರಸಭೆ ಸದಸ್ಯರು ಹಾಗೂ ಬೀದಿ ಬದಿ ವ್ಯಾಪಾರಸ್ಥರು ಉಪಸ್ಥಿತರಿದ್ದರು.: [19, 1891, 288, 2029]
- lead-kicker: ಸೇವಾಲಾಲ್ ಮಹಾರಾಜರ ಜಯಂತಿ | ಶಾಸಕ ಎಚ್.ವೈ.ಮೇಟಿ ಅಭಿಮತ: [345, 518, 815, 542]
- nidhana-label: ನಿಧನ: [96, 1406, 132, 1430]
- section-divider: [329, 505, 1541, 507]
- obituary-photo: [214, 1487, 320, 1609]
- obituary-name: ಬಸಪ್ಪ ಜಂಬಗಿ: [113, 1446, 226, 1474]
- column-divider: [712, 154, 714, 505]
- max-temp-degree: [1101, 82, 1109, 90]
- column-divider: [1138, 1516, 1139, 1842]
- news-photo: [780, 1551, 1132, 1679]
- story-headline: ಸಮಾಜದ ಉನ್ನತಿಗೆ ಹೋರಾಡಿದ ಸೇವಾಲಾಲ್: [345, 1208, 644, 1232]
- registration-marks: [1375, 2360, 1427, 2370]
- min-temp-label: ಕನಿಷ್ಠ: [1136, 61, 1156, 75]
- story-body: • ಮಹಾಲಿಂಗಪುರ: ರಾಜ್ಯ ಸರ್ಕಾರಿ ನೌಕರರ ಸಂಘದ 2025ನೇ ಸಾಲಿನ ಕ್ಯಾಲೆಂಡರ್‌ನ್ನು ಕಲಿಕಾ ಹಬ್ಬದಲ್ಲಿ ಬಿಡುಗಡೆ ಮಾಡಲಾಯಿತು. ಶಿಕ್ಷಣ ಇಲಾಖೆಯ ಅಧಿಕಾರಿಗಳು ಹಾಗೂ ಸಂಘದ ಪದಾಧಿಕಾರಿಗಳು ಕ್ಯಾಲೆಂಡರ್ ಬಿಡುಗಡೆಗೊಳಿಸಿದರು. ಸಂಘದ ಅಧ್ಯಕ್ಷರು ಮಾತನಾಡಿ, ನೌಕರರ ಹಿತಕ್ಕಾಗಿ ಸಂಘ ನಿರಂತರವಾಗಿ ಶ್ರಮಿಸುತ್ತಿದೆ ಎಂದರು. ಶಿಕ್ಷಕರು, ಮುಖ್ಯೋಪಾಧ್ಯಾಯರು, ಸಿಆರ್‌ಪಿಗಳು, ಬಿಆರ್‌ಪಿಗಳು ಸೇರಿದಂತೆ ಅನೇಕರು ಉಪಸ್ಥಿತರಿದ್ದರು. ಕಲಿಕಾ ಹಬ್ಬದಲ್ಲಿ ಮಕ್ಕಳಿಗೆ ವಿವಿಧ ಚಟುವಟಿಕೆಗಳನ್ನು ಆಯೋಜಿಸಲಾಗಿತ್ತು.: [780, 1686, 1132, 1754]
- news-photo: [345, 1241, 761, 1401]
- max-temp: 36: [1059, 83, 1100, 117]
- city-label: ಹುಬ್ಬಳ್ಳಿ: [1487, 107, 1522, 123]
- story-headline: ತುರ್ತು ಚಿಕಿತ್ಸೆಯಿಂದ ಜೀವ ಉಳಿಸಬಹುದು: [719, 162, 1013, 187]
- registration-marks: [544, 2360, 596, 2370]
